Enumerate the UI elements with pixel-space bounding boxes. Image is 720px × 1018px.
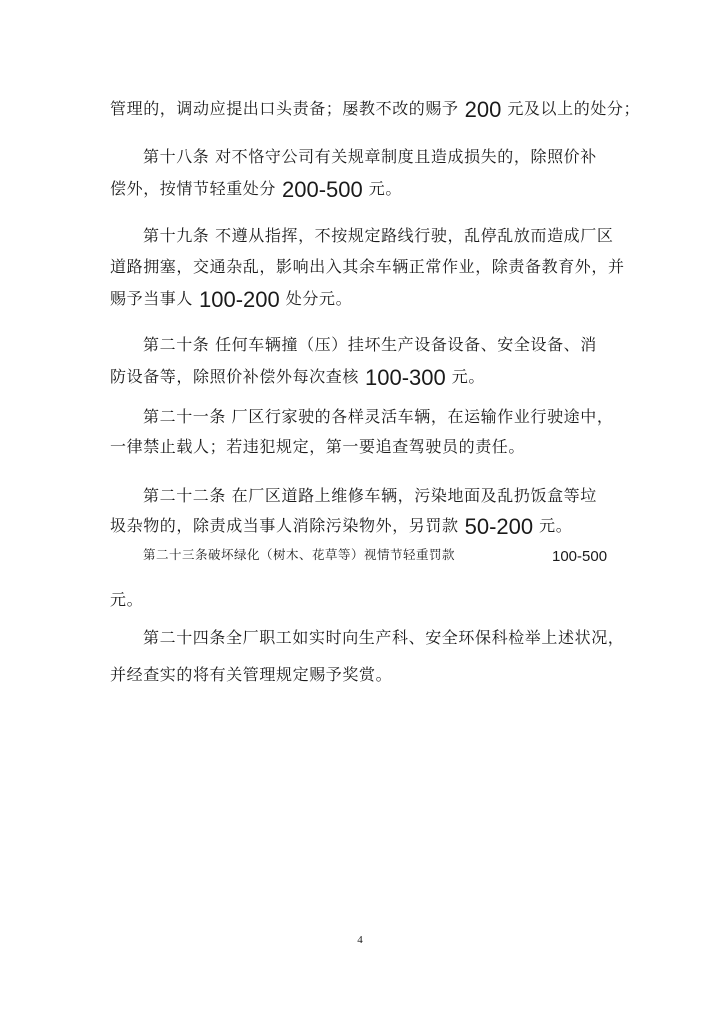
page-number: 4 xyxy=(357,934,363,946)
text: 元。 xyxy=(110,590,144,609)
text: 第二十三条破坏绿化（树木、花草等）视情节轻重罚款 xyxy=(143,547,456,562)
text: 并经查实的将有关管理规定赐予奖赏。 xyxy=(110,665,393,684)
article-23-amount xyxy=(552,548,607,566)
article-19-line-1 xyxy=(143,225,614,247)
article-20-line-1 xyxy=(143,334,597,356)
text: 道路拥塞，交通杂乱，影响出入其余车辆正常作业，除责备教育外，并 xyxy=(110,257,625,276)
text: 防设备等，除照价补偿外每次查核 xyxy=(110,367,360,386)
line-article-17-end xyxy=(110,98,640,121)
text: 圾杂物的，除责成当事人消除污染物外，另罚款 xyxy=(110,516,459,535)
text: 管理的，调动应提出口头责备；屡教不改的赐予 xyxy=(110,99,459,118)
article-22-line-2 xyxy=(110,515,572,538)
text: 元。 xyxy=(368,179,402,198)
text: 元。 xyxy=(539,516,573,535)
text: 一律禁止载人；若违犯规定，第一要追查驾驶员的责任。 xyxy=(110,437,526,456)
amount: 100-200 xyxy=(199,287,280,312)
article-24-line-2 xyxy=(110,664,392,686)
text: 第十八条 对不恪守公司有关规章制度且造成损失的，除照价补 xyxy=(143,147,597,166)
article-23-line-1 xyxy=(143,546,455,564)
amount: 200-500 xyxy=(282,177,363,202)
amount: 100-500 xyxy=(552,548,608,565)
text: 处分元。 xyxy=(285,289,353,308)
text: 第十九条 不遵从指挥，不按规定路线行驶，乱停乱放而造成厂区 xyxy=(143,226,614,245)
article-24-line-1 xyxy=(143,627,624,649)
text: 元。 xyxy=(451,367,485,386)
text: 元及以上的处分； xyxy=(507,99,641,118)
text: 第二十条 任何车辆撞（压）挂坏生产设备设备、安全设备、消 xyxy=(143,335,597,354)
article-19-line-3 xyxy=(110,288,352,311)
article-21-line-1 xyxy=(143,406,614,428)
article-18-line-1 xyxy=(143,146,597,168)
article-22-line-1 xyxy=(143,485,597,507)
text: 第二十四条全厂职工如实时向生产科、安全环保科检举上述状况， xyxy=(143,628,625,647)
article-23-line-2 xyxy=(110,589,143,611)
article-21-line-2 xyxy=(110,436,525,458)
amount: 100-300 xyxy=(365,365,446,390)
article-20-line-2 xyxy=(110,366,485,389)
text: 第二十一条 厂区行家驶的各样灵活车辆，在运输作业行驶途中， xyxy=(143,407,614,426)
text: 偿外，按情节轻重处分 xyxy=(110,179,277,198)
amount: 200 xyxy=(464,97,502,122)
article-18-line-2 xyxy=(110,178,402,201)
text: 第二十二条 在厂区道路上维修车辆，污染地面及乱扔饭盒等垃 xyxy=(143,486,597,505)
article-19-line-2 xyxy=(110,256,625,278)
amount: 50-200 xyxy=(464,514,534,539)
text: 赐予当事人 xyxy=(110,289,194,308)
